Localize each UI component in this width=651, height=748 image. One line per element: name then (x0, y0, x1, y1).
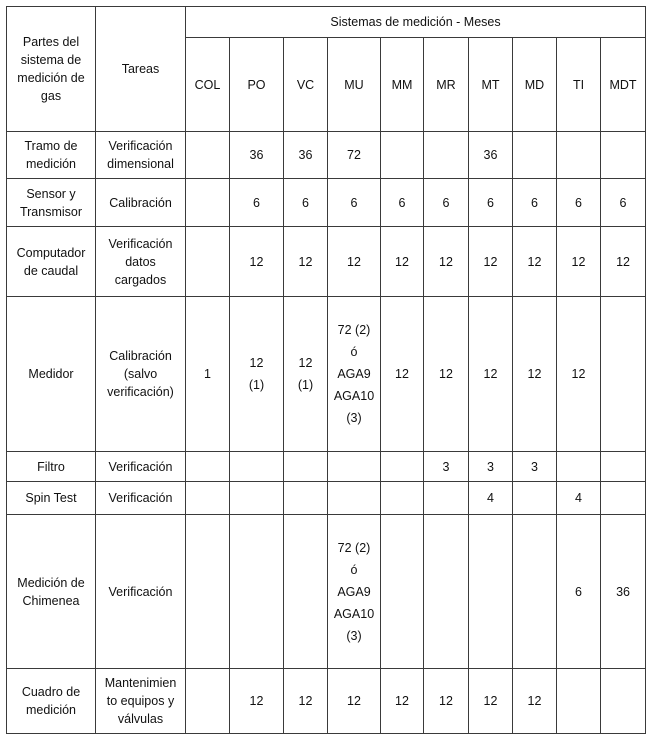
value-cell (284, 515, 328, 669)
task-cell: Verificación datos cargados (96, 227, 186, 297)
value-cell (381, 132, 424, 179)
value-cell: 6 (601, 179, 646, 227)
col-VC: VC (284, 38, 328, 132)
part-cell: Computador de caudal (7, 227, 96, 297)
value-cell: 72 (328, 132, 381, 179)
value-cell (381, 515, 424, 669)
value-cell: 3 (469, 452, 513, 482)
task-cell: Verificación (96, 452, 186, 482)
part-cell: Filtro (7, 452, 96, 482)
table-row (7, 669, 646, 734)
value-cell: 12 (424, 297, 469, 452)
value-cell: 12 (557, 227, 601, 297)
table-row (7, 227, 646, 297)
value-line: AGA9 (337, 584, 371, 599)
value-cell (230, 515, 284, 669)
value-cell: 4 (469, 482, 513, 515)
table-row (7, 515, 646, 669)
table-row (7, 297, 646, 452)
value-cell: 12 (513, 297, 557, 452)
col-MR: MR (424, 38, 469, 132)
value-cell: 12 (230, 227, 284, 297)
value-line: 12 (249, 356, 264, 370)
value-note: (1) (297, 378, 314, 392)
value-cell-mu (328, 297, 381, 452)
value-cell: 6 (513, 179, 557, 227)
header-task: Tareas (96, 7, 186, 132)
value-cell: 12 (469, 669, 513, 734)
value-cell: 12 (328, 227, 381, 297)
value-cell: 1 (186, 297, 230, 452)
task-cell: Verificación (96, 515, 186, 669)
part-cell: Sensor y Transmisor (7, 179, 96, 227)
value-cell: 12 (424, 669, 469, 734)
value-cell (328, 482, 381, 515)
value-cell: 36 (601, 515, 646, 669)
value-cell (601, 297, 646, 452)
value-cell (513, 482, 557, 515)
value-cell: 3 (424, 452, 469, 482)
value-cell (424, 132, 469, 179)
value-cell: 12 (284, 669, 328, 734)
value-cell: 12 (513, 669, 557, 734)
part-cell: Tramo de medición (7, 132, 96, 179)
value-line: 72 (2) (337, 323, 371, 337)
value-line: AGA9 (337, 367, 371, 381)
header-group: Sistemas de medición - Meses (186, 7, 646, 38)
value-cell: 6 (230, 179, 284, 227)
value-cell (186, 482, 230, 515)
value-cell: 6 (424, 179, 469, 227)
value-cell: 12 (424, 227, 469, 297)
value-cell (513, 515, 557, 669)
col-MD: MD (513, 38, 557, 132)
part-cell: Medidor (7, 297, 96, 452)
value-cell: 3 (513, 452, 557, 482)
value-cell: 12 (469, 297, 513, 452)
value-cell (284, 482, 328, 515)
col-MDT: MDT (601, 38, 646, 132)
col-TI: TI (557, 38, 601, 132)
value-cell (424, 515, 469, 669)
value-cell: 36 (469, 132, 513, 179)
value-cell: 12 (557, 297, 601, 452)
value-note: (3) (346, 628, 362, 643)
value-cell: 36 (230, 132, 284, 179)
table-row (7, 132, 646, 179)
value-cell (230, 452, 284, 482)
value-cell (557, 452, 601, 482)
table-row (7, 482, 646, 515)
value-cell (469, 515, 513, 669)
table-row (7, 179, 646, 227)
maintenance-schedule-table (6, 6, 646, 734)
value-cell (557, 132, 601, 179)
task-cell: Calibración (96, 179, 186, 227)
col-COL: COL (186, 38, 230, 132)
value-cell: 12 (284, 227, 328, 297)
table-row (7, 452, 646, 482)
value-cell: 4 (557, 482, 601, 515)
value-cell: 36 (284, 132, 328, 179)
value-cell (186, 452, 230, 482)
value-line: 72 (2) (337, 540, 371, 555)
value-cell (186, 179, 230, 227)
value-cell (557, 669, 601, 734)
value-cell (186, 227, 230, 297)
value-cell (284, 452, 328, 482)
value-cell: 6 (284, 179, 328, 227)
value-cell: 12 (513, 227, 557, 297)
value-cell (186, 669, 230, 734)
value-cell: 6 (557, 515, 601, 669)
value-cell: 6 (328, 179, 381, 227)
value-cell: 12 (381, 227, 424, 297)
value-cell (601, 132, 646, 179)
value-note: (3) (346, 411, 362, 425)
value-cell-vc (284, 297, 328, 452)
col-PO: PO (230, 38, 284, 132)
value-cell: 12 (381, 297, 424, 452)
value-cell: 12 (230, 669, 284, 734)
col-MU: MU (328, 38, 381, 132)
value-line: ó (350, 562, 358, 577)
col-MT: MT (469, 38, 513, 132)
value-cell (601, 482, 646, 515)
value-cell (601, 452, 646, 482)
col-MM: MM (381, 38, 424, 132)
value-cell (601, 669, 646, 734)
task-cell: Calibración (salvo verificación) (96, 297, 186, 452)
value-cell: 6 (557, 179, 601, 227)
value-cell (230, 482, 284, 515)
task-cell: Mantenimien to equipos y válvulas (96, 669, 186, 734)
value-cell: 12 (601, 227, 646, 297)
value-line: AGA10 (333, 389, 375, 403)
part-cell: Medición de Chimenea (7, 515, 96, 669)
part-cell: Cuadro de medición (7, 669, 96, 734)
value-cell (186, 515, 230, 669)
value-cell: 12 (381, 669, 424, 734)
value-line: AGA10 (333, 606, 375, 621)
value-cell (424, 482, 469, 515)
value-cell-po (230, 297, 284, 452)
value-cell: 6 (381, 179, 424, 227)
value-cell-mu (328, 515, 381, 669)
value-line: 12 (298, 356, 313, 370)
value-line: ó (350, 345, 358, 359)
value-cell (186, 132, 230, 179)
value-cell: 12 (469, 227, 513, 297)
value-cell (381, 482, 424, 515)
value-cell: 12 (328, 669, 381, 734)
task-cell: Verificación dimensional (96, 132, 186, 179)
value-cell (513, 132, 557, 179)
task-cell: Verificación (96, 482, 186, 515)
value-cell (381, 452, 424, 482)
value-cell: 6 (469, 179, 513, 227)
part-cell: Spin Test (7, 482, 96, 515)
value-note: (1) (248, 378, 265, 392)
header-part: Partes del sistema de medición de gas (7, 7, 96, 132)
value-cell (328, 452, 381, 482)
